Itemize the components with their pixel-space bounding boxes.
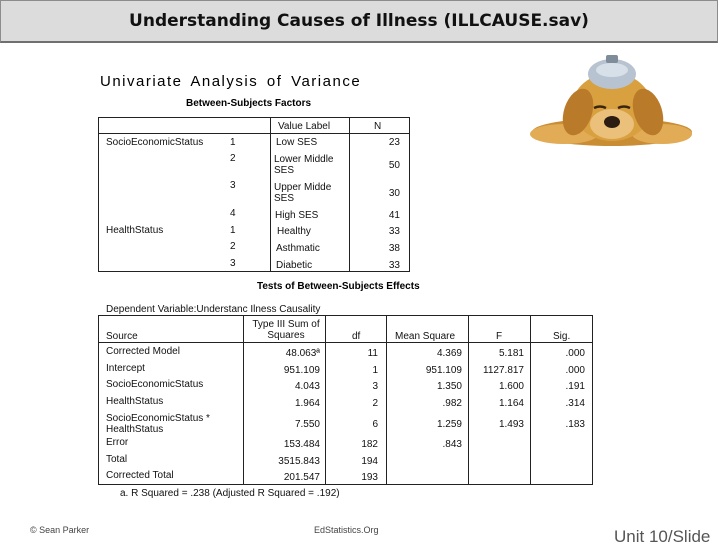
level-n: 33	[388, 226, 400, 237]
row-ss: 48.063ª	[285, 348, 320, 359]
header-df: df	[352, 331, 361, 342]
row-ss: 201.547	[283, 472, 320, 483]
row-f: 5.181	[498, 348, 524, 359]
factor-ses: SocioEconomicStatus	[106, 137, 204, 148]
slide-title: Understanding Causes of Illness (ILLCAUSE.sav)	[129, 11, 589, 31]
row-ss: 951.109	[283, 365, 320, 376]
level-code: 3	[230, 258, 236, 269]
row-source: Corrected Model	[106, 346, 180, 357]
row-df: 3	[372, 381, 378, 392]
row-sig: .183	[565, 419, 585, 430]
level-code: 2	[230, 153, 236, 164]
level-n: 41	[388, 210, 400, 221]
header-ms: Mean Square	[395, 331, 456, 342]
footer-site: EdStatistics.Org	[314, 525, 379, 535]
row-ss: 7.550	[294, 419, 320, 430]
level-code: 3	[230, 180, 236, 191]
row-f: 1.493	[498, 419, 524, 430]
row-source: Error	[106, 437, 129, 448]
row-source: Intercept	[106, 363, 145, 374]
row-ss: 3515.843	[278, 456, 320, 467]
row-f: 1.164	[498, 398, 524, 409]
level-n: 33	[388, 260, 400, 271]
row-source: SocioEconomicStatus	[106, 379, 204, 390]
row-source: SocioEconomicStatus * HealthStatus	[106, 413, 210, 435]
level-code: 4	[230, 208, 236, 219]
row-source: HealthStatus	[106, 396, 164, 407]
level-label: Lower Middle SES	[274, 154, 334, 176]
slide-number: Unit 10/Slide	[614, 527, 711, 546]
level-label: Diabetic	[276, 260, 313, 271]
row-df: 1	[372, 365, 378, 376]
row-ss: 4.043	[294, 381, 320, 392]
dependent-variable: Dependent Variable:Understanc Ilness Causality	[106, 304, 321, 315]
level-code: 2	[230, 241, 236, 252]
footer-author: © Sean Parker	[30, 525, 90, 535]
level-label: Healthy	[277, 226, 311, 237]
row-source: Corrected Total	[106, 470, 174, 481]
level-code: 1	[230, 137, 236, 148]
row-f: 1127.817	[483, 365, 524, 376]
header-sig: Sig.	[553, 331, 571, 342]
row-sig: .191	[565, 381, 585, 392]
row-sig: .000	[565, 365, 585, 376]
row-ms: 4.369	[436, 348, 462, 359]
level-n: 50	[388, 160, 400, 171]
header-value-label: Value Label	[278, 121, 331, 132]
header-ss: Type III Sum of Squares	[252, 319, 320, 341]
level-label: Low SES	[276, 137, 318, 148]
level-n: 30	[388, 188, 400, 199]
row-ms: .982	[442, 398, 462, 409]
row-df: 6	[372, 419, 378, 430]
row-sig: .000	[565, 348, 585, 359]
title-bar	[0, 0, 718, 43]
level-n: 38	[388, 243, 400, 254]
sick-dog-image	[524, 52, 696, 148]
effects-title: Tests of Between-Subjects Effects	[257, 281, 420, 292]
row-df: 2	[372, 398, 378, 409]
factor-health: HealthStatus	[106, 225, 164, 236]
level-n: 23	[388, 137, 400, 148]
footnote: a. R Squared = .238 (Adjusted R Squared = .192)	[120, 488, 340, 499]
row-ss: 153.484	[283, 439, 320, 450]
header-n: N	[374, 121, 382, 132]
row-df: 193	[361, 472, 378, 483]
row-ms: 1.350	[436, 381, 462, 392]
row-source: Total	[106, 454, 128, 465]
row-ms: .843	[442, 439, 462, 450]
row-f: 1.600	[498, 381, 524, 392]
row-ss: 1.964	[294, 398, 320, 409]
header-source: Source	[106, 331, 138, 342]
row-ms: 951.109	[425, 365, 462, 376]
row-df: 182	[361, 439, 378, 450]
level-label: Upper Midde SES	[274, 182, 332, 204]
factors-title: Between-Subjects Factors	[186, 98, 312, 109]
row-df: 194	[361, 456, 378, 467]
univariate-heading: Univariate Analysis of Variance	[100, 73, 362, 90]
level-label: High SES	[275, 210, 319, 221]
row-sig: .314	[565, 398, 585, 409]
level-code: 1	[230, 225, 236, 236]
level-label: Asthmatic	[276, 243, 320, 254]
row-df: 11	[367, 348, 378, 359]
header-f: F	[496, 331, 503, 342]
row-ms: 1.259	[436, 419, 462, 430]
